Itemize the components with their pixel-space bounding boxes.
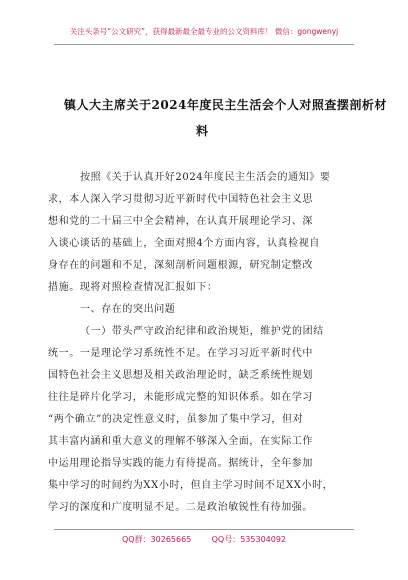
header-promo-text: 关注头条号“公文研究”，获得最新最全最专业的公文资料库！ 微信：gongwenyj (69, 27, 339, 36)
body-line: 求，本人深入学习贯彻习近平新时代中国特色社会主义思 (48, 194, 313, 205)
body-line: 其丰富内涵和重大意义的理解不够深入全面，在实际工作 (48, 436, 313, 447)
body-line: 学习的深度和广度明显不足。二是政治敏锐性有待加强。 (48, 502, 313, 513)
body-line: 国特色社会主义思想及相关政治理论时，缺乏系统性规划 (48, 370, 313, 381)
body-line: （一）带头严守政治纪律和政治规矩，维护党的团结 (80, 326, 324, 337)
document-title: 镇人大主席关于2024年度民主生活会个人对照查摆剖析材 (64, 98, 387, 112)
body-line: 中运用理论指导实践的能力有待提高。据统计，全年参加 (48, 458, 313, 469)
body-line: 集中学习的时间约为XX小时，但自主学习时间不足XX小时， (48, 480, 334, 491)
body-line: 措施。现将对照检查情况汇报如下： (48, 282, 218, 293)
body-line: 入谈心谈话的基础上，全面对照4个方面内容，认真检视自 (48, 238, 320, 249)
footer-contact-text: QQ群：30265665 QQ号：535304092 (121, 535, 287, 544)
header-divider (54, 44, 354, 45)
footer-divider (54, 529, 354, 530)
body-line: 往往是碎片化学习，未能形成完整的知识体系。如在学习 (48, 392, 313, 403)
body-line: “两个确立”的决定性意义时，虽参加了集中学习，但对 (48, 414, 304, 425)
section-heading: 一、存在的突出问题 (80, 304, 176, 315)
body-line: 按照《关于认真开好2024年度民主生活会的通知》要 (80, 172, 331, 183)
body-line: 身存在的问题和不足，深刻剖析问题根源，研究制定整改 (48, 260, 313, 271)
document-title-continued: 料 (196, 124, 209, 138)
body-line: 统一。一是理论学习系统性不足。在学习习近平新时代中 (48, 348, 313, 359)
body-line: 想和党的二十届三中全会精神，在认真开展理论学习、深 (48, 216, 313, 227)
